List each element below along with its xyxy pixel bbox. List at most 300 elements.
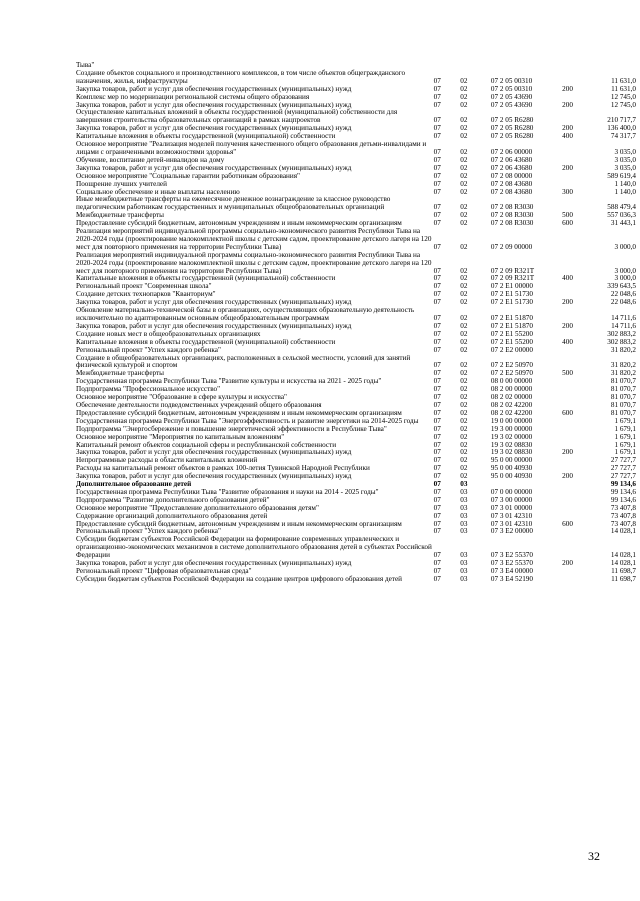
row-target-article-code: 07 2 06 00000 — [490, 147, 533, 156]
budget-table — [76, 62, 636, 584]
row-amount: 1 679,1 — [614, 416, 636, 425]
row-name: Государственная программа Республики Тыва "Развитие культуры и искусства на 2021 - 2025 годы" — [76, 377, 382, 386]
row-amount: 588 479,4 — [607, 203, 636, 212]
row-section-code: 07 — [433, 456, 441, 465]
row-section-code: 07 — [433, 408, 441, 417]
row-target-article-code: 07 2 09 00000 — [490, 242, 533, 251]
row-section-code: 07 — [433, 298, 441, 307]
row-target-article-code: 07 2 E2 50970 — [490, 361, 533, 370]
row-target-article-code: 07 2 E1 51870 — [490, 321, 533, 330]
row-amount: 11 631,0 — [611, 84, 636, 93]
row-target-article-code: 95 0 00 00000 — [490, 456, 533, 465]
row-amount: 1 679,1 — [614, 440, 636, 449]
row-section-code: 07 — [433, 393, 441, 402]
row-name: Капитальный ремонт объектов социальной сферы и республиканской собственности — [76, 440, 337, 449]
row-subsection-code: 02 — [460, 385, 468, 394]
row-subsection-code: 03 — [460, 511, 468, 520]
row-subsection-code: 02 — [460, 171, 468, 180]
row-expense-type-code — [552, 457, 583, 465]
row-target-article-code: 07 2 05 R6280 — [490, 124, 534, 133]
row-target-article-code: 07 2 06 43680 — [490, 155, 533, 164]
row-amount: 1 679,1 — [614, 424, 636, 433]
row-name: Создание детских технопарков "Кванториум" — [76, 290, 216, 299]
row-expense-type-code: 400 — [562, 132, 573, 141]
row-section-code: 07 — [433, 84, 441, 93]
row-expense-type-code: 200 — [562, 448, 573, 457]
row-target-article-code: 07 3 E2 55370 — [490, 551, 533, 560]
row-amount: 22 048,6 — [610, 298, 636, 307]
row-subsection-code: 02 — [460, 424, 468, 433]
row-target-article-code: 07 3 01 42310 — [490, 511, 533, 520]
row-name: Обеспечение деятельности подведомственных учреждений общего образования — [76, 400, 322, 409]
row-name: Региональный проект "Успех каждого ребенка" — [76, 345, 221, 354]
row-target-article-code: 07 3 E4 52190 — [490, 574, 533, 583]
row-name: Межбюджетные трансферты — [76, 211, 164, 220]
row-amount: 11 698,7 — [611, 574, 636, 583]
row-section-code: 07 — [433, 559, 441, 568]
row-target-article-code: 19 3 02 08830 — [490, 440, 533, 449]
row-name: Субсидии бюджетам субъектов Российской Федерации на формирование современных управленческих и организационно-экономических механизмов в системе дополнительного образования детей в субъектах Российской Федерации — [76, 535, 432, 560]
row-target-article-code: 07 3 E2 00000 — [490, 527, 533, 536]
row-name: Осуществление капитальных вложений в объекты государственной (муниципальной) собственности для завершения строительства образовательных организаций в рамках нацпроектов — [76, 108, 398, 125]
row-expense-type-code: 400 — [562, 337, 573, 346]
row-section-code: 07 — [433, 369, 441, 378]
row-name: Обновление материально-технической базы в организациях, осуществляющих образовательную деятельность исключительно по адаптированным основным общеобразовательным программам — [76, 306, 415, 322]
row-subsection-code: 02 — [460, 124, 468, 133]
row-amount: 11 631,0 — [611, 76, 636, 85]
row-expense-type-code — [552, 489, 583, 497]
row-target-article-code: 07 0 00 00000 — [490, 487, 533, 496]
row-target-article-code: 07 2 05 43690 — [490, 92, 533, 101]
row-amount: 73 407,8 — [610, 511, 636, 520]
row-section-code: 07 — [433, 527, 441, 536]
row-target-article-code: 07 3 00 00000 — [490, 495, 533, 504]
row-target-article-code: 07 2 08 R3030 — [490, 211, 534, 220]
page-number: 32 — [588, 849, 600, 863]
row-name: Закупка товаров, работ и услуг для обеспечения государственных (муниципальных) нужд — [76, 298, 352, 307]
row-name: Расходы на капитальный ремонт объектов в рамках 100-летия Тувинской Народной Республики — [76, 464, 370, 473]
row-amount: 339 643,5 — [607, 282, 636, 291]
row-name: Непрограммные расходы в области капитальных вложений — [76, 456, 258, 465]
row-amount: 302 883,2 — [607, 329, 636, 338]
row-expense-type-code — [552, 173, 583, 181]
row-expense-type-code — [552, 386, 583, 394]
row-target-article-code: 07 2 05 R6280 — [490, 132, 534, 141]
row-name: Обучение, воспитание детей-инвалидов на дому — [76, 155, 225, 164]
table-row — [76, 70, 636, 86]
row-subsection-code: 02 — [460, 179, 468, 188]
row-subsection-code: 03 — [460, 487, 468, 496]
row-expense-type-code — [552, 141, 583, 157]
row-amount: 14 711,6 — [611, 321, 636, 330]
row-section-code: 07 — [433, 567, 441, 575]
row-target-article-code: 07 2 08 43680 — [490, 179, 533, 188]
row-target-article-code: 19 0 00 00000 — [490, 416, 533, 425]
row-target-article-code: 07 2 05 00310 — [490, 84, 533, 93]
row-name: Капитальные вложения в объекты государственной (муниципальной) собственности — [76, 337, 336, 346]
row-section-code: 07 — [433, 124, 441, 133]
row-target-article-code: 07 2 08 R3030 — [490, 203, 534, 212]
row-subsection-code: 02 — [460, 187, 468, 196]
row-expense-type-code: 200 — [562, 124, 573, 133]
row-expense-type-code: 200 — [562, 163, 573, 172]
row-expense-type-code — [552, 536, 583, 560]
row-name: Создание в общеобразовательных организациях, расположенных в сельской местности, условий для занятий физической культурой и спортом — [76, 353, 411, 370]
row-expense-type-code: 400 — [562, 274, 573, 283]
row-subsection-code: 03 — [460, 480, 468, 489]
row-section-code: 07 — [433, 345, 441, 354]
row-expense-type-code — [552, 109, 583, 125]
row-amount: 3 035,0 — [614, 147, 636, 156]
row-section-code: 07 — [433, 147, 441, 156]
row-name: Реализация мероприятий индивидуальной программы социально-экономического развития Республики Тыва на 2020-2024 годы (проектирование малокомплектной школы с детским садом, проектирование детского лагеря на 120 мест для повторного применения на территории Республики Тыва) — [76, 227, 432, 251]
row-target-article-code: 07 3 E4 00000 — [490, 567, 533, 575]
row-amount: 1 679,1 — [614, 432, 636, 441]
row-target-article-code: 07 2 05 00310 — [490, 76, 533, 85]
row-section-code: 07 — [433, 266, 441, 275]
row-amount: 3 000,0 — [614, 266, 636, 275]
row-section-code: 07 — [433, 211, 441, 220]
row-subsection-code: 02 — [460, 345, 468, 354]
row-amount: 73 407,8 — [610, 503, 636, 512]
row-amount: 1 140,0 — [614, 179, 636, 188]
row-target-article-code: 07 2 09 R321T — [490, 274, 535, 283]
row-subsection-code: 03 — [460, 495, 468, 504]
row-subsection-code: 03 — [460, 527, 468, 536]
row-expense-type-code — [552, 434, 583, 442]
row-section-code: 07 — [433, 219, 441, 228]
row-amount: 73 407,8 — [610, 519, 636, 528]
table-row — [76, 196, 636, 212]
row-section-code: 07 — [433, 163, 441, 172]
row-expense-type-code — [552, 228, 583, 252]
row-subsection-code: 02 — [460, 298, 468, 307]
row-name: Капитальные вложения в объекты государственной (муниципальной) собственности — [76, 274, 336, 283]
row-target-article-code: 08 2 02 42200 — [490, 408, 533, 417]
row-section-code: 07 — [433, 519, 441, 528]
row-name: Региональный проект "Успех каждого ребенка" — [76, 527, 221, 536]
row-name: Межбюджетные трансферты — [76, 369, 164, 378]
row-subsection-code: 03 — [460, 519, 468, 528]
row-expense-type-code — [552, 505, 583, 513]
row-section-code: 07 — [433, 503, 441, 512]
row-section-code: 07 — [433, 448, 441, 457]
row-target-article-code: 07 2 08 43680 — [490, 187, 533, 196]
row-amount: 31 443,1 — [610, 219, 636, 228]
row-expense-type-code: 500 — [562, 211, 573, 220]
row-target-article-code: 07 2 E2 00000 — [490, 345, 533, 354]
row-section-code: 07 — [433, 171, 441, 180]
row-amount: 14 711,6 — [611, 314, 636, 322]
row-name: Закупка товаров, работ и услуг для обеспечения государственных (муниципальных) нужд — [76, 559, 352, 568]
row-name: Основное мероприятие "Мероприятия по капитальным вложениям" — [76, 432, 285, 441]
row-name: Содержание организаций дополнительного образования детей — [76, 511, 268, 520]
row-section-code: 07 — [433, 100, 441, 109]
row-expense-type-code: 200 — [562, 472, 573, 481]
row-amount: 99 134,6 — [610, 487, 636, 496]
row-amount: 1 679,1 — [614, 448, 636, 457]
row-target-article-code: 95 0 00 40930 — [490, 464, 533, 473]
row-name: Подпрограмма "Развитие дополнительного образования детей" — [76, 495, 270, 504]
row-section-code: 07 — [433, 92, 441, 101]
row-section-code: 07 — [433, 574, 441, 583]
row-subsection-code: 02 — [460, 472, 468, 481]
row-amount: 81 070,7 — [610, 393, 636, 402]
row-subsection-code: 03 — [460, 559, 468, 568]
row-amount: 14 028,1 — [610, 551, 636, 560]
row-target-article-code: 07 2 E1 00000 — [490, 282, 533, 291]
row-amount: 210 717,7 — [607, 116, 636, 125]
row-amount: 3 000,0 — [614, 274, 636, 283]
row-subsection-code: 03 — [460, 567, 468, 575]
row-subsection-code: 02 — [460, 369, 468, 378]
row-amount: 3 035,0 — [614, 163, 636, 172]
row-section-code: 07 — [433, 290, 441, 299]
row-target-article-code: 19 3 02 08830 — [490, 448, 533, 457]
row-name: Региональный проект "Современная школа" — [76, 282, 212, 291]
row-subsection-code: 02 — [460, 290, 468, 299]
row-subsection-code: 02 — [460, 274, 468, 283]
row-subsection-code: 02 — [460, 84, 468, 93]
row-amount: 74 317,7 — [610, 132, 636, 141]
row-subsection-code: 02 — [460, 408, 468, 417]
row-target-article-code: 07 2 E2 50970 — [490, 369, 533, 378]
row-amount: 31 820,2 — [610, 361, 636, 370]
row-name: Создание новых мест в общеобразовательных организациях — [76, 329, 261, 338]
row-section-code: 07 — [433, 337, 441, 346]
row-section-code: 07 — [433, 424, 441, 433]
row-target-article-code: 07 3 E2 55370 — [490, 559, 533, 568]
row-name: Капитальные вложения в объекты государственной (муниципальной) собственности — [76, 132, 336, 141]
row-section-code: 07 — [433, 472, 441, 481]
row-name: Субсидии бюджетам субъектов Российской Федерации на создание центров цифрового образования детей — [76, 574, 402, 583]
row-subsection-code: 03 — [460, 503, 468, 512]
row-amount: 99 134,6 — [610, 495, 636, 504]
row-amount: 81 070,7 — [610, 408, 636, 417]
row-expense-type-code: 200 — [562, 298, 573, 307]
row-target-article-code: 07 2 05 43690 — [490, 100, 533, 109]
budget-table-body — [76, 62, 636, 584]
row-section-code: 07 — [433, 203, 441, 212]
row-amount: 27 727,7 — [610, 464, 636, 473]
row-amount: 3 000,0 — [614, 242, 636, 251]
row-name: Создание объектов социального и производственного комплексов, в том числе объектов общегражданского назначения, жилья, инфраструктуры — [76, 68, 406, 85]
table-row — [76, 252, 636, 276]
row-expense-type-code — [552, 62, 583, 70]
row-subsection-code: 02 — [460, 116, 468, 125]
row-section-code: 07 — [433, 155, 441, 164]
row-section-code: 07 — [433, 495, 441, 504]
row-name: Государственная программа Республики Тыва "Развитие образования и науки на 2014 - 2025 годы" — [76, 487, 379, 496]
table-row — [76, 141, 636, 157]
row-section-code: 07 — [433, 76, 441, 85]
row-subsection-code: 02 — [460, 163, 468, 172]
row-target-article-code: 08 2 00 00000 — [490, 385, 533, 394]
table-row — [76, 109, 636, 125]
row-name: Государственная программа Республики Тыва "Энергоэффективность и развитие энергетики на 2014-2025 годы — [76, 416, 419, 425]
row-target-article-code: 95 0 00 40930 — [490, 472, 533, 481]
row-subsection-code: 03 — [460, 551, 468, 560]
row-amount: 557 036,3 — [607, 211, 636, 220]
row-name: Подпрограмма "Энергосбережение и повышение энергетической эффективности в Республике Тыва" — [76, 424, 387, 433]
row-expense-type-code: 200 — [562, 321, 573, 330]
row-section-code: 07 — [433, 440, 441, 449]
row-section-code: 07 — [433, 321, 441, 330]
row-expense-type-code: 600 — [562, 219, 573, 228]
row-expense-type-code: 200 — [562, 559, 573, 568]
row-subsection-code: 02 — [460, 219, 468, 228]
row-amount: 31 820,2 — [610, 345, 636, 354]
row-subsection-code: 02 — [460, 456, 468, 465]
row-name: Предоставление субсидий бюджетным, автономным учреждениям и иным некоммерческим организациям — [76, 519, 402, 528]
row-amount: 3 035,0 — [614, 155, 636, 164]
row-name: Поощрение лучших учителей — [76, 179, 167, 188]
row-amount: 12 745,0 — [610, 92, 636, 101]
row-expense-type-code — [552, 378, 583, 386]
row-target-article-code: 07 2 05 R6280 — [490, 116, 534, 125]
row-section-code: 07 — [433, 511, 441, 520]
row-target-article-code: 07 3 01 00000 — [490, 503, 533, 512]
row-expense-type-code: 600 — [562, 408, 573, 417]
row-expense-type-code: 500 — [562, 369, 573, 378]
row-name: Закупка товаров, работ и услуг для обеспечения государственных (муниципальных) нужд — [76, 163, 352, 172]
row-amount: 14 028,1 — [610, 527, 636, 536]
row-subsection-code: 02 — [460, 100, 468, 109]
row-section-code: 07 — [433, 179, 441, 188]
row-section-code: 07 — [433, 274, 441, 283]
row-amount: 11 698,7 — [611, 567, 636, 575]
row-name: Закупка товаров, работ и услуг для обеспечения государственных (муниципальных) нужд — [76, 124, 352, 133]
row-subsection-code: 02 — [460, 321, 468, 330]
row-amount: 99 134,6 — [610, 480, 636, 489]
row-target-article-code: 07 2 E1 55200 — [490, 329, 533, 338]
row-section-code: 07 — [433, 187, 441, 196]
row-section-code: 07 — [433, 329, 441, 338]
row-name: Основное мероприятие "Образование в сфере культуры и искусства" — [76, 393, 287, 402]
row-amount: 27 727,7 — [610, 456, 636, 465]
row-subsection-code — [460, 62, 491, 70]
row-name: Социальное обеспечение и иные выплаты населению — [76, 187, 240, 196]
row-name: Основное мероприятие "Социальные гарантии работникам образования" — [76, 171, 300, 180]
row-expense-type-code — [552, 528, 583, 536]
row-target-article-code: 07 2 E1 51730 — [490, 290, 533, 299]
row-expense-type-code — [552, 394, 583, 402]
row-subsection-code: 02 — [460, 464, 468, 473]
row-section-code: 07 — [433, 464, 441, 473]
row-expense-type-code — [552, 70, 583, 86]
row-expense-type-code — [552, 568, 583, 576]
row-name: Комплекс мер по модернизации региональной системы общего образования — [76, 92, 310, 101]
row-target-article-code: 07 2 E1 51730 — [490, 298, 533, 307]
row-amount: 1 140,0 — [614, 187, 636, 196]
row-amount: 589 619,4 — [607, 171, 636, 180]
row-subsection-code: 02 — [460, 361, 468, 370]
row-expense-type-code: 200 — [562, 100, 573, 109]
row-subsection-code: 02 — [460, 432, 468, 441]
row-expense-type-code — [552, 307, 583, 323]
row-subsection-code: 02 — [460, 393, 468, 402]
row-target-article-code: 07 2 08 00000 — [490, 171, 533, 180]
row-name: Закупка товаров, работ и услуг для обеспечения государственных (муниципальных) нужд — [76, 84, 352, 93]
row-name: Тыва" — [76, 61, 95, 69]
row-name: Закупка товаров, работ и услуг для обеспечения государственных (муниципальных) нужд — [76, 100, 352, 109]
row-subsection-code: 02 — [460, 448, 468, 457]
row-expense-type-code: 300 — [562, 187, 573, 196]
row-subsection-code: 02 — [460, 203, 468, 212]
row-name: Основное мероприятие "Реализация моделей получения качественного общего образования детьми-инвалидами и лицами с ограниченными возможностями здоровья" — [76, 140, 427, 156]
row-expense-type-code: 200 — [562, 84, 573, 93]
row-target-article-code: 07 2 09 R321T — [490, 266, 535, 275]
row-subsection-code: 02 — [460, 329, 468, 338]
row-subsection-code: 02 — [460, 266, 468, 275]
row-subsection-code: 02 — [460, 416, 468, 425]
row-expense-type-code — [552, 355, 583, 371]
row-name: Основное мероприятие "Предоставление дополнительного образования детям" — [76, 503, 319, 512]
row-section-code: 07 — [433, 314, 441, 322]
row-target-article-code — [491, 62, 552, 70]
row-amount: 81 070,7 — [610, 385, 636, 394]
row-name: Предоставление субсидий бюджетным, автономным учреждениям и иным некоммерческим организациям — [76, 408, 402, 417]
row-expense-type-code — [552, 252, 583, 276]
row-name: Иные межбюджетные трансферты на ежемесячное денежное вознаграждение за классное руководство педагогическим работникам государственных и муниципальных общеобразовательных организаций — [76, 195, 391, 212]
row-subsection-code: 02 — [460, 282, 468, 291]
row-name: Региональный проект "Цифровая образовательная среда" — [76, 567, 252, 575]
row-section-code: 07 — [433, 400, 441, 409]
row-section-code: 07 — [433, 385, 441, 394]
row-subsection-code: 02 — [460, 132, 468, 141]
row-name: Закупка товаров, работ и услуг для обеспечения государственных (муниципальных) нужд — [76, 448, 352, 457]
row-subsection-code: 02 — [460, 377, 468, 386]
row-section-code: 07 — [433, 480, 441, 489]
row-expense-type-code — [552, 576, 583, 584]
row-section-code — [434, 62, 461, 70]
row-subsection-code: 02 — [460, 76, 468, 85]
table-row — [76, 307, 636, 323]
row-section-code: 07 — [433, 361, 441, 370]
row-expense-type-code — [552, 426, 583, 434]
row-subsection-code: 02 — [460, 400, 468, 409]
row-subsection-code: 02 — [460, 155, 468, 164]
row-target-article-code: 08 0 00 00000 — [490, 377, 533, 386]
row-name: Дополнительное образование детей — [76, 480, 192, 489]
row-target-article-code: 08 2 02 42200 — [490, 400, 533, 409]
table-row — [76, 536, 636, 560]
row-subsection-code: 02 — [460, 337, 468, 346]
row-amount: 136 400,0 — [607, 124, 636, 133]
row-expense-type-code — [552, 418, 583, 426]
row-subsection-code: 02 — [460, 147, 468, 156]
row-name: Реализация мероприятий индивидуальной программы социально-экономического развития Республики Тыва на 2020-2024 годы (проектирование малокомплектной школы с детским садом, проектирование детского лагеря на 120 мест для повторного применения на территории Республики Тыва) — [76, 250, 432, 275]
row-name: Предоставление субсидий бюджетным, автономным учреждениям и иным некоммерческим организациям — [76, 219, 402, 228]
row-target-article-code: 19 3 00 00000 — [490, 424, 533, 433]
row-expense-type-code: 600 — [562, 519, 573, 528]
row-target-article-code: 19 3 02 00000 — [490, 432, 533, 441]
row-section-code: 07 — [433, 132, 441, 141]
row-name: Подпрограмма "Профессиональное искусство" — [76, 385, 221, 394]
row-target-article-code: 07 2 E1 55200 — [490, 337, 533, 346]
table-row — [76, 576, 636, 584]
row-subsection-code: 02 — [460, 211, 468, 220]
row-target-article-code: 07 3 01 42310 — [490, 519, 533, 528]
row-amount: 302 883,2 — [607, 337, 636, 346]
row-amount: 81 070,7 — [610, 377, 636, 386]
row-subsection-code: 02 — [460, 440, 468, 449]
row-subsection-code: 03 — [460, 574, 468, 583]
row-expense-type-code — [552, 481, 583, 489]
row-section-code: 07 — [433, 282, 441, 291]
row-section-code: 07 — [433, 551, 441, 560]
row-subsection-code: 02 — [460, 314, 468, 322]
